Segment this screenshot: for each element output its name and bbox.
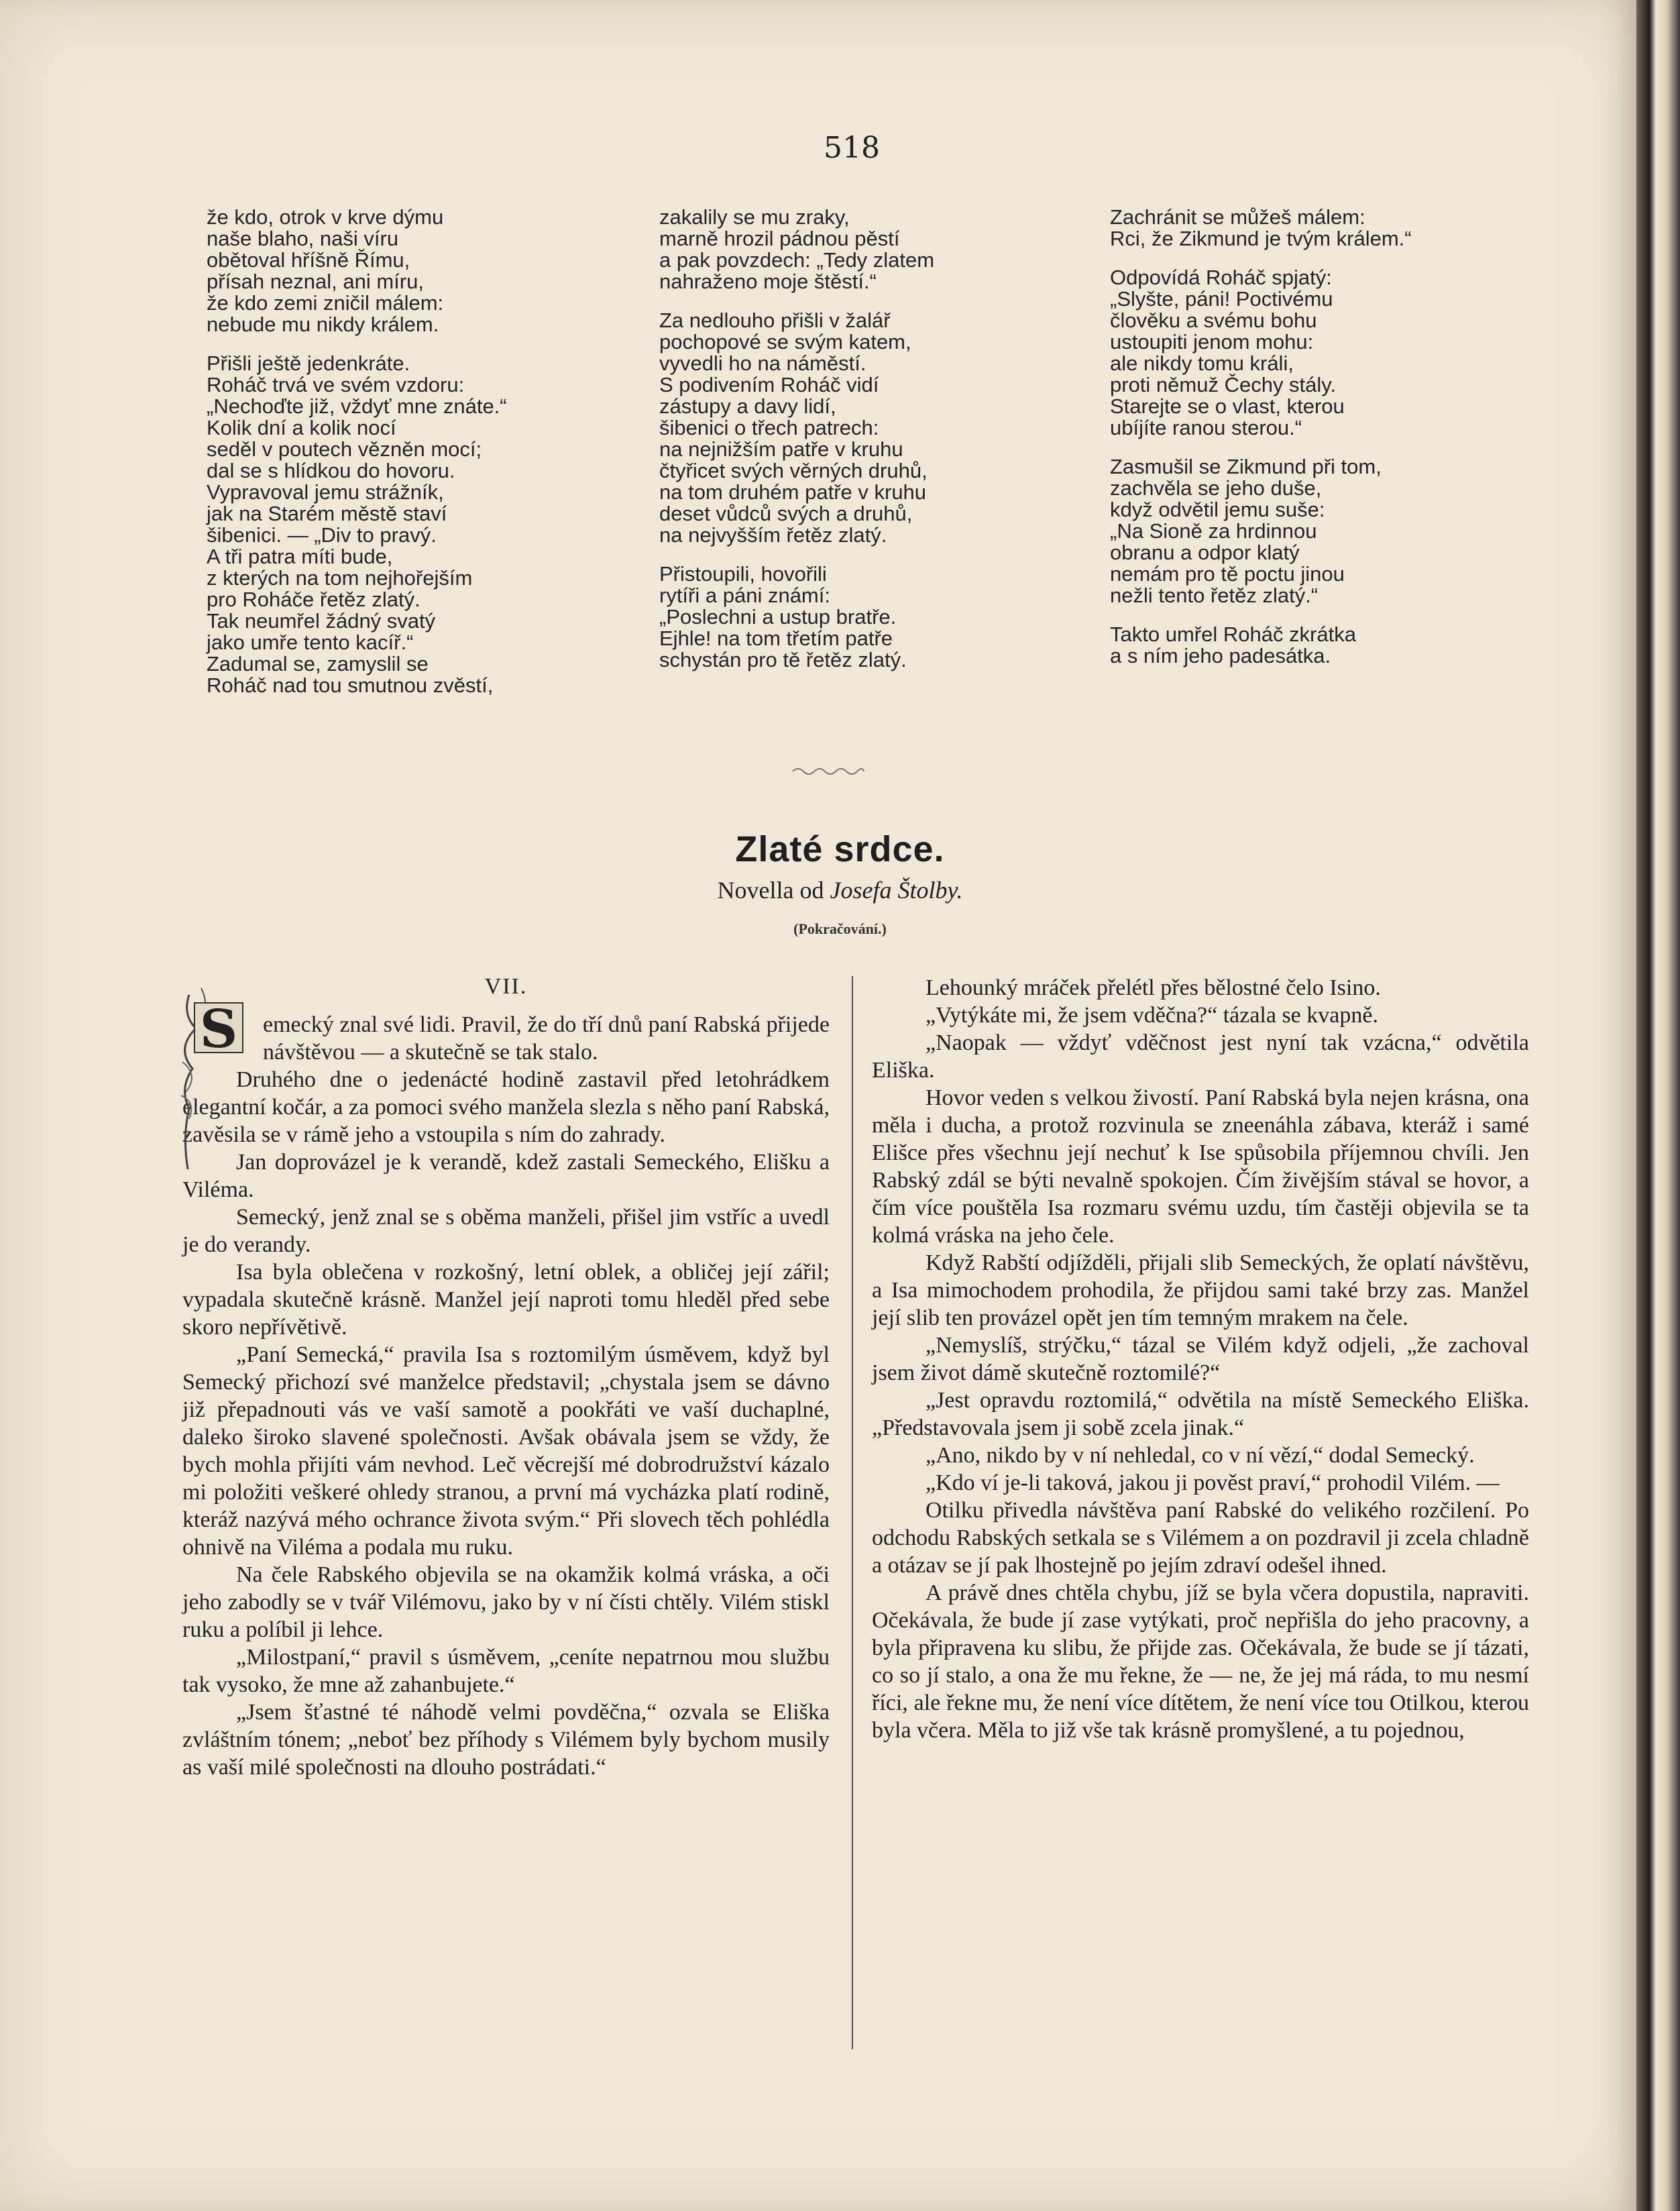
- paragraph: Druhého dne o jedenácté hodině zastavil před letohrádkem elegantní kočár, a za pomoci svého manžela slezla s něho paní Rabská, zavěsila se v rámě jeho a vstoupila s ním do zahrady.: [182, 1067, 830, 1147]
- page-number: 518: [824, 131, 880, 165]
- poem-line: obranu a odpor klatý: [1110, 541, 1300, 564]
- paragraph: Když Rabští odjížděli, přijali slib Semeckých, že oplatí návštěvu, a Isa mimochodem prohodila, že přijdou sami také brzy zas. Manžel její slib ten provázel opět jen tím temným mrakem na čele.: [872, 1250, 1529, 1330]
- chapter-heading: VII.: [484, 974, 528, 999]
- poem-stanza: [659, 310, 934, 546]
- poem-line: Roháč trvá ve svém vzdoru:: [207, 373, 465, 396]
- poem-stanza: [1110, 624, 1412, 667]
- novella-title: Zlaté srdce.: [735, 829, 945, 869]
- paragraph: „Nemyslíš, strýčku,“ tázal se Vilém když odjeli, „že zachoval jsem život dámě skutečně roztomilé?“: [872, 1333, 1529, 1385]
- text-column-left: [182, 973, 830, 1781]
- paragraph: „Paní Semecká,“ pravila Isa s roztomilým úsměvem, když byl Semecký přichozí své manželce představil; „chystala jsem se dávno již přepadnouti vás ve vaší samotě a pookřáti ve vaší duchaplné, daleko široko slavené společnosti. Avšak obávala jsem se vždy, že bych mohla přijíti vám nevhod. Leč věcrejší mé dobrodružství kázalo mi položiti veškeré ohledy stranou, a první má vycházka platí rodině, kteráž nazývá mého ochrance života svým.“ Při slovech těch pohlédla ohnivě na Viléma a podala mu ruku.: [182, 1342, 830, 1560]
- poem-line: nahraženo moje štěstí.“: [659, 270, 877, 293]
- poem-stanza: [207, 207, 507, 335]
- poem-line: marně hrozil pádnou pěstí: [659, 227, 900, 250]
- author-name: Josefa Štolby.: [830, 877, 963, 904]
- poem-line: Takto umřel Roháč zkrátka: [1110, 623, 1356, 646]
- poem-line: Vypravoval jemu strážník,: [207, 480, 444, 504]
- paragraph: „Milostpaní,“ pravil s úsměvem, „ceníte nepatrnou mou službu tak vysoko, že mne až zahanbujete.“: [182, 1645, 830, 1697]
- poem-stanza: [1110, 456, 1412, 606]
- continuation-note: (Pokračování.): [793, 920, 887, 937]
- poem-stanza: [659, 563, 934, 671]
- section-ornament: [791, 765, 865, 778]
- poem-stanza: [1110, 207, 1412, 250]
- poem-line: z kterých na tom nejhořejším: [207, 566, 473, 590]
- text-column-right: [872, 974, 1529, 1744]
- poem-line: jako umře tento kacíř.“: [207, 631, 414, 654]
- poem-column-1: [207, 207, 507, 714]
- poem-line: Ejhle! na tom třetím patře: [659, 627, 893, 650]
- poem-line: nemám pro tě poctu jinou: [1110, 562, 1345, 586]
- paragraph: Na čele Rabského objevila se na okamžik kolmá vráska, a oči jeho zabodly se v tvář Vilémovu, jako by v ní čísti chtěly. Vilém stiskl ruku a políbil ji lehce.: [182, 1562, 830, 1642]
- paragraph: Jan doprovázel je k verandě, kdež zastali Semeckého, Elišku a Viléma.: [182, 1150, 830, 1202]
- poem-line: Zadumal se, zamyslil se: [207, 652, 429, 676]
- poem-stanza: [1110, 267, 1412, 439]
- poem-line: ustoupiti jenom mohu:: [1110, 330, 1314, 354]
- paragraph: emecký znal své lidi. Pravil, že do tří dnů paní Rabská přijede návštěvou — a skutečně se tak stalo.: [263, 1012, 830, 1065]
- poem-line: ale nikdy tomu králi,: [1110, 352, 1294, 375]
- poem-line: nebude mu nikdy králem.: [207, 313, 439, 336]
- poem-line: na nejnižším patře v kruhu: [659, 437, 903, 461]
- poem-line: že kdo, otrok v krve dýmu: [207, 205, 444, 229]
- poem-line: S podivením Roháč vidí: [659, 373, 879, 396]
- subtitle-prefix: Novella od: [717, 877, 824, 904]
- poem-line: šibenici o třech patrech:: [659, 416, 879, 439]
- poem-column-3: [1110, 207, 1412, 684]
- paragraph: „Naopak — vždyť vděčnost jest nyní tak vzácna,“ odvětila Eliška.: [872, 1030, 1529, 1083]
- poem-line: jak na Starém městě staví: [207, 502, 447, 525]
- poem-line: pochopové se svým katem,: [659, 330, 911, 354]
- paragraph: Lehounký mráček přelétl přes bělostné čelo Isino.: [926, 975, 1381, 1000]
- poem-line: Přišli ještě jedenkráte.: [207, 352, 410, 375]
- poem-line: zakalily se mu zraky,: [659, 205, 850, 229]
- column-divider: [852, 976, 853, 2049]
- paragraph: Hovor veden s velkou živostí. Paní Rabská byla nejen krásna, ona měla i ducha, a protož rozvinula se zneenáhla zábava, kteráž i samé Elišce přes všechnu její nechuť k Ise spůsobila příjemnou chvíli. Jen Rabský zdál se býti nevalně spokojen. Čím živějším stával se hovor, a čím více pouštěla Isa rozmaru svému uzdu, tím častěji objevila se ta kolmá vráska na jeho čele.: [872, 1085, 1529, 1248]
- right-paragraphs: [872, 974, 1529, 1744]
- poem-column-2: [659, 207, 934, 688]
- poem-line: Zachránit se můžeš málem:: [1110, 205, 1365, 229]
- poem-line: člověku a svému bohu: [1110, 309, 1317, 332]
- poem-line: rytíři a páni známí:: [659, 584, 830, 607]
- poem-line: naše blaho, naši víru: [207, 227, 399, 250]
- dropcap-letter: S: [199, 999, 238, 1060]
- poem-line: ubíjíte ranou sterou.“: [1110, 416, 1302, 439]
- poem-line: Kolik dní a kolik nocí: [207, 416, 396, 439]
- poem-line: že kdo zemi zničil málem:: [207, 291, 444, 315]
- poem-line: vyvedli ho na náměstí.: [659, 352, 866, 375]
- poem-line: zástupy a davy lidí,: [659, 394, 836, 418]
- poem-line: Roháč nad tou smutnou zvěstí,: [207, 673, 494, 697]
- paragraph: „Ano, nikdo by v ní nehledal, co v ní vězí,“ dodal Semecký.: [926, 1443, 1475, 1468]
- poem-line: šibenici. — „Div to pravý.: [207, 523, 437, 547]
- poem-line: na tom druhém patře v kruhu: [659, 480, 927, 504]
- poem-line: Zasmušil se Zikmund při tom,: [1110, 455, 1382, 478]
- poem-line: zachvěla se jeho duše,: [1110, 476, 1322, 500]
- poem-stanza: [207, 353, 507, 696]
- poem-line: A tři patra míti bude,: [207, 545, 393, 568]
- poem-line: „Slyšte, páni! Poctivému: [1110, 287, 1333, 311]
- poem-line: deset vůdců svých a druhů,: [659, 502, 913, 525]
- poem-line: a pak povzdech: „Tedy zlatem: [659, 248, 935, 272]
- poem-line: proti němuž Čechy stály.: [1110, 373, 1337, 396]
- poem-line: Tak neumřel žádný svatý: [207, 609, 436, 633]
- ornamental-dropcap-s: [169, 975, 263, 1176]
- page-edge: [1636, 0, 1680, 2211]
- poem-stanza: [659, 207, 934, 292]
- paragraph: Otilku přivedla návštěva paní Rabské do velikého rozčilení. Po odchodu Rabských setkala se s Vilémem a on pozdravil ji zcela chladně a otázav se jí pak lhostejně po jejím zdraví odešel ihned.: [872, 1498, 1529, 1578]
- poem-line: dal se s hlídkou do hovoru.: [207, 459, 455, 482]
- poem-line: přísah neznal, ani míru,: [207, 270, 424, 293]
- paragraph: Semecký, jenž znal se s oběma manželi, přišel jim vstříc a uvedl je do verandy.: [182, 1205, 830, 1257]
- poem-line: obětoval hříšně Římu,: [207, 248, 410, 272]
- poem-line: „Na Sioně za hrdinnou: [1110, 519, 1317, 543]
- poem-line: pro Roháče řetěz zlatý.: [207, 588, 421, 611]
- poem-line: Přistoupili, hovořili: [659, 562, 827, 586]
- poem-line: Starejte se o vlast, kterou: [1110, 394, 1345, 418]
- poem-line: na nejvyšším řetěz zlatý.: [659, 523, 887, 547]
- left-paragraphs: [182, 1011, 830, 1781]
- poem-line: když odvětil jemu suše:: [1110, 498, 1325, 521]
- poem-line: „Nechoďte již, vždyť mne znáte.“: [207, 394, 507, 418]
- poem-line: „Poslechni a ustup bratře.: [659, 605, 897, 629]
- poem-line: Odpovídá Roháč spjatý:: [1110, 266, 1332, 289]
- paragraph: „Vytýkáte mi, že jsem vděčna?“ tázala se kvapně.: [926, 1003, 1378, 1028]
- paragraph: „Jsem šťastné té náhodě velmi povděčna,“ ozvala se Eliška zvláštním tónem; „neboť bez příhody s Vilémem byly bychom musily as vaší milé společnosti na dlouho postrádati.“: [182, 1700, 830, 1780]
- paragraph: A právě dnes chtěla chybu, jíž se byla včera dopustila, napraviti. Očekávala, že bude jí zase vytýkati, proč nepřišla do jeho pracovny, a byla připravena ku slibu, že přijde zas. Očekávala, že bude se jí tázati, co so jí stalo, a ona že mu řekne, že — ne, že jej má ráda, to mu nesmí říci, ale řekne mu, že není více dítětem, že není více tou Otilkou, kterou byla včera. Měla to již vše tak krásně promyšlené, a tu pojednou,: [872, 1580, 1529, 1743]
- poem-line: schystán pro tě řetěz zlatý.: [659, 648, 907, 671]
- poem-line: nežli tento řetěz zlatý.“: [1110, 584, 1319, 607]
- paragraph: Isa byla oblečena v rozkošný, letní oblek, a obličej její zářil; vypadala skutečně krásně. Manžel její naproti tomu hleděl před sebe skoro nepřívětivě.: [182, 1260, 830, 1340]
- poem-line: Rci, že Zikmund je tvým králem.“: [1110, 227, 1412, 250]
- paragraph: „Kdo ví je-li taková, jakou ji pověst praví,“ prohodil Vilém. —: [926, 1470, 1500, 1495]
- poem-line: Za nedlouho přišli v žalář: [659, 309, 891, 332]
- paragraph: „Jest opravdu roztomilá,“ odvětila na místě Semeckého Eliška. „Představovala jsem ji sobě zcela jinak.“: [872, 1388, 1529, 1440]
- poem-line: a s ním jeho padesátka.: [1110, 644, 1331, 667]
- novella-subtitle: [0, 876, 1680, 904]
- poem-line: čtyřicet svých věrných druhů,: [659, 459, 928, 482]
- poem-line: seděl v poutech vězněn mocí;: [207, 437, 482, 461]
